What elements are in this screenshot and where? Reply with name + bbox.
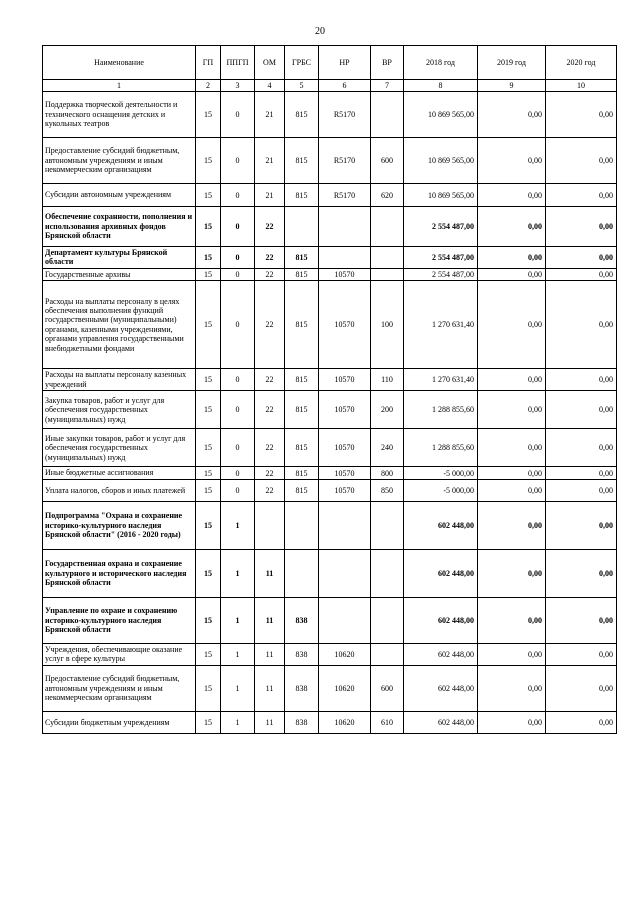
- cell-gp: 15: [196, 643, 221, 665]
- cell-grbs: 838: [285, 597, 319, 643]
- cell-year-2018: 1 288 855,60: [404, 429, 478, 467]
- cell-year-2019: 0,00: [478, 643, 546, 665]
- cell-year-2020: 0,00: [546, 92, 617, 138]
- table-row: [43, 429, 617, 467]
- cell-nr: 10570: [319, 467, 371, 479]
- cell-year-2020: 0,00: [546, 369, 617, 391]
- cell-gp: 15: [196, 184, 221, 207]
- column-number-om: 4: [255, 80, 285, 92]
- cell-year-2020: 0,00: [546, 597, 617, 643]
- cell-ppgp: 0: [221, 138, 255, 184]
- cell-grbs: [285, 549, 319, 597]
- cell-year-2019: 0,00: [478, 268, 546, 280]
- header-ppgp: ППГП: [221, 46, 255, 80]
- cell-gp: 15: [196, 281, 221, 369]
- table-row: [43, 184, 617, 207]
- cell-name: Предоставление субсидий бюджетным, автономным учреждениям и иным некоммерческим организациям: [43, 665, 196, 711]
- cell-year-2019: 0,00: [478, 429, 546, 467]
- cell-nr: 10570: [319, 391, 371, 429]
- cell-name: Поддержка творческой деятельности и технического оснащения детских и кукольных театров: [43, 92, 196, 138]
- cell-name: Уплата налогов, сборов и иных платежей: [43, 479, 196, 501]
- cell-nr: R5170: [319, 184, 371, 207]
- header-row: [43, 46, 617, 80]
- cell-om: 11: [255, 549, 285, 597]
- cell-name: Департамент культуры Брянской области: [43, 247, 196, 269]
- cell-gp: 15: [196, 138, 221, 184]
- cell-om: 21: [255, 92, 285, 138]
- cell-om: [255, 501, 285, 549]
- cell-gp: 15: [196, 268, 221, 280]
- cell-vr: [371, 268, 404, 280]
- cell-vr: 800: [371, 467, 404, 479]
- column-number-nr: 6: [319, 80, 371, 92]
- cell-nr: [319, 597, 371, 643]
- cell-name: Закупка товаров, работ и услуг для обеспечения государственных (муниципальных) нужд: [43, 391, 196, 429]
- cell-grbs: 815: [285, 247, 319, 269]
- cell-gp: 15: [196, 549, 221, 597]
- cell-grbs: 838: [285, 643, 319, 665]
- cell-grbs: 815: [285, 479, 319, 501]
- cell-year-2020: 0,00: [546, 391, 617, 429]
- cell-year-2018: 602 448,00: [404, 501, 478, 549]
- table-row: [43, 467, 617, 479]
- cell-year-2019: 0,00: [478, 281, 546, 369]
- cell-nr: 10620: [319, 665, 371, 711]
- cell-year-2018: 1 270 631,40: [404, 281, 478, 369]
- cell-year-2020: 0,00: [546, 184, 617, 207]
- cell-year-2019: 0,00: [478, 247, 546, 269]
- cell-om: 21: [255, 184, 285, 207]
- header-om: ОМ: [255, 46, 285, 80]
- cell-year-2018: 602 448,00: [404, 643, 478, 665]
- table-row: [43, 597, 617, 643]
- cell-gp: 15: [196, 597, 221, 643]
- cell-grbs: 815: [285, 92, 319, 138]
- cell-nr: 10570: [319, 281, 371, 369]
- cell-year-2020: 0,00: [546, 268, 617, 280]
- cell-vr: 110: [371, 369, 404, 391]
- cell-vr: 100: [371, 281, 404, 369]
- cell-year-2020: 0,00: [546, 138, 617, 184]
- cell-om: 22: [255, 247, 285, 269]
- column-number-vr: 7: [371, 80, 404, 92]
- cell-ppgp: 1: [221, 643, 255, 665]
- cell-ppgp: 0: [221, 92, 255, 138]
- cell-year-2018: 2 554 487,00: [404, 247, 478, 269]
- cell-grbs: 815: [285, 467, 319, 479]
- cell-year-2018: -5 000,00: [404, 479, 478, 501]
- column-number-ppgp: 3: [221, 80, 255, 92]
- cell-nr: 10570: [319, 479, 371, 501]
- cell-ppgp: 0: [221, 184, 255, 207]
- table-row: [43, 247, 617, 269]
- table-row: [43, 207, 617, 247]
- cell-vr: [371, 643, 404, 665]
- cell-name: Государственные архивы: [43, 268, 196, 280]
- cell-nr: [319, 501, 371, 549]
- cell-vr: [371, 549, 404, 597]
- cell-name: Обеспечение сохранности, пополнения и использования архивных фондов Брянской области: [43, 207, 196, 247]
- table-row: [43, 501, 617, 549]
- cell-grbs: 815: [285, 369, 319, 391]
- cell-vr: [371, 207, 404, 247]
- cell-om: 22: [255, 281, 285, 369]
- table-row: [43, 549, 617, 597]
- cell-year-2020: 0,00: [546, 479, 617, 501]
- header-nr: НР: [319, 46, 371, 80]
- cell-name: Субсидии бюджетным учреждениям: [43, 711, 196, 733]
- cell-year-2019: 0,00: [478, 92, 546, 138]
- column-number-year-2019: 9: [478, 80, 546, 92]
- cell-gp: 15: [196, 501, 221, 549]
- cell-name: Расходы на выплаты персоналу казенных учреждений: [43, 369, 196, 391]
- cell-vr: 620: [371, 184, 404, 207]
- cell-gp: 15: [196, 479, 221, 501]
- cell-year-2018: 2 554 487,00: [404, 207, 478, 247]
- cell-om: 22: [255, 369, 285, 391]
- cell-year-2019: 0,00: [478, 138, 546, 184]
- cell-ppgp: 0: [221, 369, 255, 391]
- cell-om: 21: [255, 138, 285, 184]
- cell-om: 22: [255, 429, 285, 467]
- header-year-2020: 2020 год: [546, 46, 617, 80]
- cell-ppgp: 0: [221, 268, 255, 280]
- cell-year-2020: 0,00: [546, 281, 617, 369]
- table-row: [43, 711, 617, 733]
- cell-nr: 10620: [319, 643, 371, 665]
- cell-om: 22: [255, 391, 285, 429]
- table-row: [43, 391, 617, 429]
- cell-gp: 15: [196, 92, 221, 138]
- cell-nr: R5170: [319, 138, 371, 184]
- cell-ppgp: 0: [221, 467, 255, 479]
- cell-grbs: [285, 207, 319, 247]
- table-row: [43, 643, 617, 665]
- cell-year-2020: 0,00: [546, 429, 617, 467]
- cell-name: Управление по охране и сохранению историко-культурного наследия Брянской области: [43, 597, 196, 643]
- cell-om: 22: [255, 467, 285, 479]
- cell-year-2019: 0,00: [478, 467, 546, 479]
- header-year-2019: 2019 год: [478, 46, 546, 80]
- cell-ppgp: 1: [221, 549, 255, 597]
- cell-vr: 600: [371, 138, 404, 184]
- cell-name: Предоставление субсидий бюджетным, автономным учреждениям и иным некоммерческим организациям: [43, 138, 196, 184]
- cell-om: 11: [255, 711, 285, 733]
- cell-vr: [371, 597, 404, 643]
- cell-name: Государственная охрана и сохранение культурного и исторического наследия Брянской области: [43, 549, 196, 597]
- cell-year-2018: 1 288 855,60: [404, 391, 478, 429]
- table-row: [43, 479, 617, 501]
- cell-ppgp: 0: [221, 429, 255, 467]
- cell-year-2020: 0,00: [546, 207, 617, 247]
- cell-year-2020: 0,00: [546, 549, 617, 597]
- cell-nr: 10570: [319, 369, 371, 391]
- cell-nr: 10570: [319, 429, 371, 467]
- cell-nr: [319, 549, 371, 597]
- cell-nr: 10570: [319, 268, 371, 280]
- cell-year-2019: 0,00: [478, 391, 546, 429]
- cell-om: 11: [255, 597, 285, 643]
- cell-gp: 15: [196, 429, 221, 467]
- cell-year-2019: 0,00: [478, 549, 546, 597]
- cell-year-2018: 602 448,00: [404, 549, 478, 597]
- cell-year-2020: 0,00: [546, 467, 617, 479]
- header-gp: ГП: [196, 46, 221, 80]
- cell-year-2020: 0,00: [546, 711, 617, 733]
- page-number: 20: [315, 26, 325, 37]
- cell-year-2020: 0,00: [546, 501, 617, 549]
- cell-ppgp: 1: [221, 665, 255, 711]
- cell-nr: [319, 207, 371, 247]
- cell-grbs: 815: [285, 184, 319, 207]
- cell-ppgp: 0: [221, 479, 255, 501]
- cell-vr: [371, 92, 404, 138]
- cell-ppgp: 0: [221, 207, 255, 247]
- cell-year-2019: 0,00: [478, 369, 546, 391]
- cell-year-2018: 602 448,00: [404, 665, 478, 711]
- header-year-2018: 2018 год: [404, 46, 478, 80]
- cell-gp: 15: [196, 711, 221, 733]
- cell-name: Расходы на выплаты персоналу в целях обеспечения выполнения функций государственными (муниципальными) органами, казенными учреждениями, органами управления государственными внебюджетными фондами: [43, 281, 196, 369]
- cell-nr: [319, 247, 371, 269]
- cell-ppgp: 1: [221, 501, 255, 549]
- cell-vr: 610: [371, 711, 404, 733]
- cell-om: 22: [255, 479, 285, 501]
- cell-gp: 15: [196, 247, 221, 269]
- cell-year-2018: -5 000,00: [404, 467, 478, 479]
- cell-year-2019: 0,00: [478, 597, 546, 643]
- cell-year-2019: 0,00: [478, 665, 546, 711]
- column-number-row: [43, 80, 617, 92]
- cell-year-2020: 0,00: [546, 665, 617, 711]
- cell-gp: 15: [196, 207, 221, 247]
- cell-vr: 600: [371, 665, 404, 711]
- cell-vr: 240: [371, 429, 404, 467]
- cell-year-2018: 10 869 565,00: [404, 184, 478, 207]
- cell-vr: 200: [371, 391, 404, 429]
- cell-ppgp: 0: [221, 281, 255, 369]
- cell-ppgp: 1: [221, 597, 255, 643]
- table-row: [43, 281, 617, 369]
- cell-year-2018: 2 554 487,00: [404, 268, 478, 280]
- table-row: [43, 92, 617, 138]
- column-number-year-2020: 10: [546, 80, 617, 92]
- cell-nr: 10620: [319, 711, 371, 733]
- cell-year-2018: 10 869 565,00: [404, 138, 478, 184]
- header-vr: ВР: [371, 46, 404, 80]
- cell-year-2020: 0,00: [546, 247, 617, 269]
- table-row: [43, 268, 617, 280]
- cell-name: Иные закупки товаров, работ и услуг для обеспечения государственных (муниципальных) нужд: [43, 429, 196, 467]
- column-number-name: 1: [43, 80, 196, 92]
- header-name: Наименование: [43, 46, 196, 80]
- cell-gp: 15: [196, 665, 221, 711]
- table-row: [43, 665, 617, 711]
- cell-om: 11: [255, 665, 285, 711]
- header-grbs: ГРБС: [285, 46, 319, 80]
- cell-year-2018: 602 448,00: [404, 597, 478, 643]
- cell-name: Подпрограмма "Охрана и сохранение историко-культурного наследия Брянской области" (2016 - 2020 годы): [43, 501, 196, 549]
- cell-grbs: 815: [285, 268, 319, 280]
- cell-grbs: 815: [285, 281, 319, 369]
- table-body: [43, 80, 617, 734]
- cell-grbs: 815: [285, 391, 319, 429]
- cell-name: Иные бюджетные ассигнования: [43, 467, 196, 479]
- cell-year-2018: 1 270 631,40: [404, 369, 478, 391]
- cell-vr: 850: [371, 479, 404, 501]
- table-row: [43, 369, 617, 391]
- table-row: [43, 138, 617, 184]
- cell-om: 22: [255, 207, 285, 247]
- cell-gp: 15: [196, 467, 221, 479]
- budget-table: [42, 45, 617, 734]
- cell-year-2019: 0,00: [478, 184, 546, 207]
- cell-name: Субсидии автономным учреждениям: [43, 184, 196, 207]
- cell-vr: [371, 247, 404, 269]
- column-number-gp: 2: [196, 80, 221, 92]
- cell-gp: 15: [196, 391, 221, 429]
- cell-year-2019: 0,00: [478, 479, 546, 501]
- cell-vr: [371, 501, 404, 549]
- cell-om: 22: [255, 268, 285, 280]
- cell-year-2018: 10 869 565,00: [404, 92, 478, 138]
- cell-grbs: 838: [285, 711, 319, 733]
- cell-year-2018: 602 448,00: [404, 711, 478, 733]
- cell-year-2019: 0,00: [478, 207, 546, 247]
- cell-year-2019: 0,00: [478, 501, 546, 549]
- column-number-grbs: 5: [285, 80, 319, 92]
- cell-ppgp: 0: [221, 391, 255, 429]
- cell-nr: R5170: [319, 92, 371, 138]
- cell-grbs: 815: [285, 429, 319, 467]
- cell-om: 11: [255, 643, 285, 665]
- cell-name: Учреждения, обеспечивающие оказание услуг в сфере культуры: [43, 643, 196, 665]
- cell-year-2020: 0,00: [546, 643, 617, 665]
- cell-gp: 15: [196, 369, 221, 391]
- cell-grbs: 838: [285, 665, 319, 711]
- column-number-year-2018: 8: [404, 80, 478, 92]
- cell-grbs: [285, 501, 319, 549]
- cell-ppgp: 1: [221, 711, 255, 733]
- cell-grbs: 815: [285, 138, 319, 184]
- cell-ppgp: 0: [221, 247, 255, 269]
- cell-year-2019: 0,00: [478, 711, 546, 733]
